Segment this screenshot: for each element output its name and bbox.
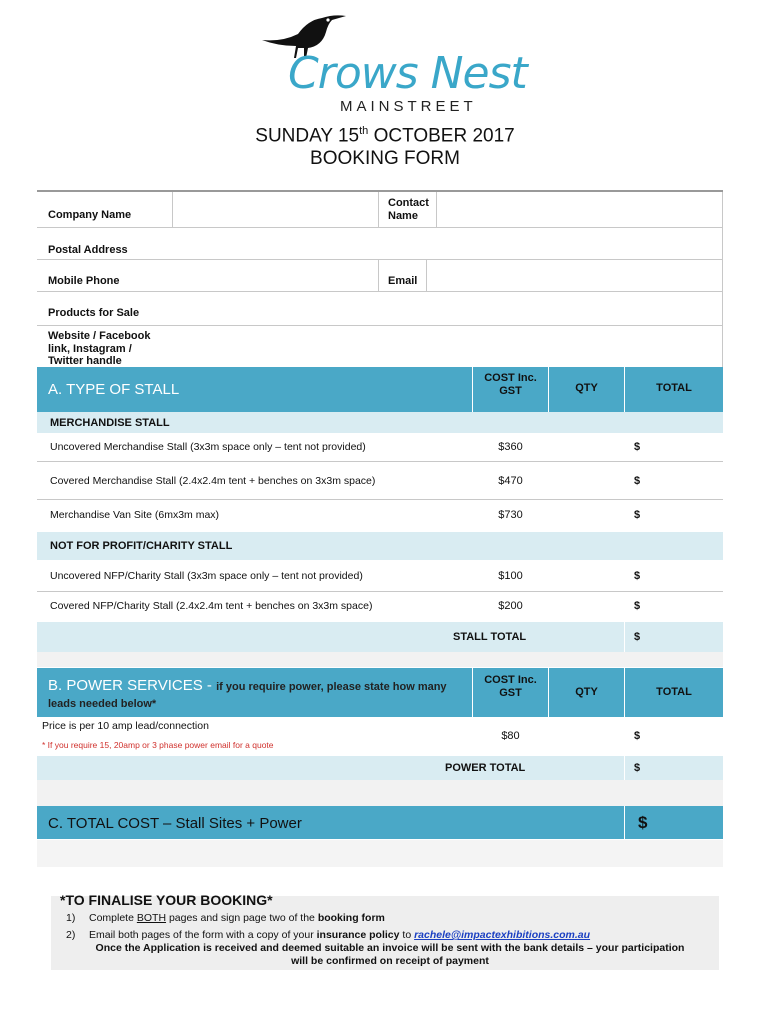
contact-name-field[interactable] bbox=[438, 193, 721, 226]
section-a-title: A. TYPE OF STALL bbox=[48, 381, 180, 398]
finalise-step-2: 2) Email both pages of the form with a copy of your insurance policy to rachele@impactexhibitions.com.au bbox=[66, 929, 591, 941]
col-cost-header: COST Inc. GST bbox=[484, 674, 537, 699]
divider bbox=[378, 259, 379, 291]
section-c-title: C. TOTAL COST – Stall Sites + Power bbox=[48, 815, 302, 832]
row-total: $ bbox=[634, 600, 641, 612]
company-name-field[interactable] bbox=[174, 193, 377, 226]
logo-subtitle: MAINSTREET bbox=[340, 98, 477, 115]
row-cost: $200 bbox=[498, 600, 523, 612]
divider bbox=[624, 367, 625, 622]
spacer bbox=[37, 780, 723, 806]
mobile-phone-label: Mobile Phone bbox=[48, 275, 120, 287]
row-label: Covered NFP/Charity Stall (2.4x2.4m tent + benches on 3x3m space) bbox=[50, 600, 373, 612]
contact-name-label: Contact Name bbox=[388, 197, 429, 222]
row-cost: $360 bbox=[498, 441, 523, 453]
row-total: $ bbox=[634, 509, 641, 521]
divider bbox=[624, 806, 625, 839]
products-label: Products for Sale bbox=[48, 307, 140, 319]
qty-input[interactable] bbox=[549, 561, 624, 590]
power-total: $ bbox=[634, 730, 641, 742]
divider bbox=[436, 192, 437, 227]
row-cost: $470 bbox=[498, 475, 523, 487]
col-total-header: TOTAL bbox=[656, 686, 692, 698]
col-qty-header: QTY bbox=[575, 686, 598, 698]
postal-address-field[interactable] bbox=[174, 228, 721, 258]
power-total-value: $ bbox=[634, 762, 641, 774]
email-field[interactable] bbox=[428, 260, 721, 290]
section-b-title: B. POWER SERVICES - if you require power, please state how many leads needed below* bbox=[48, 677, 447, 710]
row-label: Uncovered Merchandise Stall (3x3m space only – tent not provided) bbox=[50, 441, 366, 453]
divider bbox=[172, 192, 173, 227]
spacer bbox=[37, 652, 723, 667]
col-total-header: TOTAL bbox=[656, 382, 692, 394]
row-label: Covered Merchandise Stall (2.4x2.4m tent + benches on 3x3m space) bbox=[50, 475, 376, 487]
products-field[interactable] bbox=[174, 292, 721, 324]
row-total: $ bbox=[634, 441, 641, 453]
row-total: $ bbox=[634, 570, 641, 582]
email-link[interactable]: rachele@impactexhibitions.com.au bbox=[414, 929, 591, 941]
power-total-label: POWER TOTAL bbox=[445, 762, 526, 774]
nfp-header: NOT FOR PROFIT/CHARITY STALL bbox=[50, 540, 233, 552]
stall-total-label: STALL TOTAL bbox=[453, 631, 527, 643]
logo-wordmark: Crows Nest bbox=[288, 48, 527, 99]
stall-total-row bbox=[37, 622, 723, 652]
divider bbox=[37, 190, 723, 192]
divider bbox=[378, 192, 379, 227]
qty-input[interactable] bbox=[549, 462, 624, 498]
grand-total-value: $ bbox=[638, 813, 648, 832]
price-note: Price is per 10 amp lead/connection bbox=[42, 720, 209, 732]
spacer bbox=[37, 840, 723, 867]
power-qty-input[interactable] bbox=[549, 718, 624, 755]
website-field[interactable] bbox=[174, 326, 721, 366]
finalise-note: Once the Application is received and deemed suitable an invoice will be sent with the bank details – your participation will be confirmed on receipt of payment bbox=[95, 942, 685, 967]
power-quote-note: * If you require 15, 20amp or 3 phase power email for a quote bbox=[42, 740, 274, 750]
divider bbox=[624, 756, 625, 780]
email-label: Email bbox=[388, 275, 418, 287]
divider bbox=[624, 668, 625, 756]
row-label: Merchandise Van Site (6mx3m max) bbox=[50, 509, 220, 521]
finalise-step-1: 1) Complete BOTH pages and sign page two of the booking form bbox=[66, 912, 385, 924]
row-cost: $730 bbox=[498, 509, 523, 521]
power-cost: $80 bbox=[501, 730, 520, 742]
row-cost: $100 bbox=[498, 570, 523, 582]
divider bbox=[722, 192, 723, 367]
row-total: $ bbox=[634, 475, 641, 487]
row-label: Uncovered NFP/Charity Stall (3x3m space only – tent not provided) bbox=[50, 570, 363, 582]
divider bbox=[426, 259, 427, 291]
qty-input[interactable] bbox=[549, 434, 624, 461]
postal-address-label: Postal Address bbox=[48, 244, 128, 256]
website-label: Website / Facebook link, Instagram / Twitter handle bbox=[48, 330, 151, 367]
finalise-heading: *TO FINALISE YOUR BOOKING* bbox=[60, 892, 273, 908]
company-name-label: Company Name bbox=[48, 209, 132, 221]
col-qty-header: QTY bbox=[575, 382, 598, 394]
qty-input[interactable] bbox=[549, 592, 624, 621]
divider bbox=[624, 622, 625, 652]
page-subtitle: BOOKING FORM bbox=[310, 148, 460, 169]
col-cost-header: COST Inc. GST bbox=[484, 372, 537, 397]
qty-input[interactable] bbox=[549, 500, 624, 531]
divider bbox=[472, 367, 473, 622]
stall-total-value: $ bbox=[634, 631, 641, 643]
power-total-row bbox=[37, 756, 723, 780]
page-title: SUNDAY 15th OCTOBER 2017 bbox=[255, 125, 515, 147]
mobile-phone-field[interactable] bbox=[174, 260, 377, 290]
merch-header: MERCHANDISE STALL bbox=[50, 417, 170, 429]
